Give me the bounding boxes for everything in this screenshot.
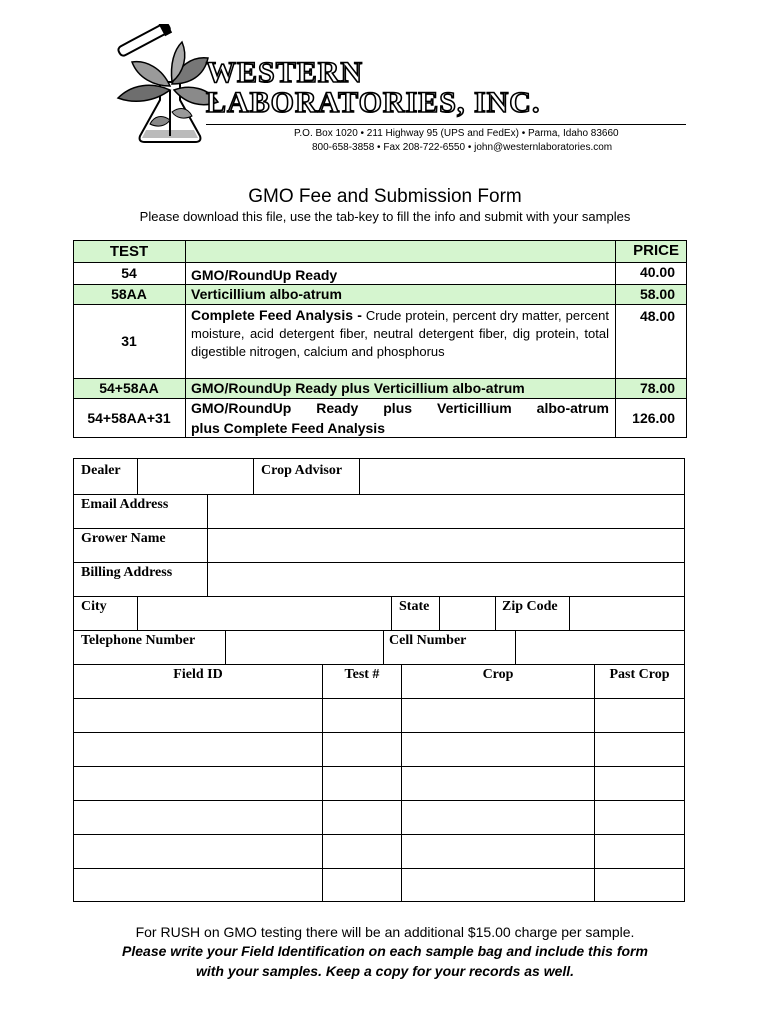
test-description — [185, 306, 615, 378]
test-description: GMO/RoundUp Ready plus Verticillium albo-atrum — [191, 380, 525, 396]
test-description-lead: Complete Feed Analysis - — [191, 307, 362, 323]
test-code: 31 — [121, 333, 137, 349]
billing-label: Billing Address — [81, 565, 173, 580]
submission-note-line1: Please write your Field Identification on each sample bag and include this form — [122, 943, 648, 959]
test-description — [185, 398, 615, 438]
grower-input[interactable] — [208, 529, 684, 562]
field-id-header: Field ID — [173, 667, 223, 682]
header-rule — [206, 124, 686, 125]
past-crop-input[interactable] — [595, 801, 684, 834]
field-id-input[interactable] — [74, 733, 322, 766]
telephone-label: Telephone Number — [81, 633, 196, 648]
test-description: GMO/RoundUp Ready — [191, 267, 338, 283]
test-price: 58.00 — [639, 286, 675, 302]
past-crop-input[interactable] — [595, 699, 684, 732]
field-id-input[interactable] — [74, 835, 322, 868]
submission-form — [73, 458, 685, 902]
crop-header: Crop — [482, 667, 514, 682]
test-price: 40.00 — [639, 264, 675, 280]
test-number-input[interactable] — [323, 801, 401, 834]
past-crop-input[interactable] — [595, 869, 684, 901]
contact-address: P.O. Box 1020 • 211 Highway 95 (UPS and FedEx) • Parma, Idaho 83660 — [294, 128, 619, 139]
test-description-detail: Crude protein, percent dry matter, percent moisture, acid detergent fiber, neutral detergent fiber, dig protein, total digestible nitrogen, calcium and phosphorus — [191, 308, 609, 359]
test-description: Verticillium albo-atrum — [191, 286, 342, 302]
billing-input[interactable] — [208, 563, 684, 596]
test-number-input[interactable] — [323, 835, 401, 868]
past-crop-input[interactable] — [595, 733, 684, 766]
crop-input[interactable] — [402, 801, 594, 834]
state-label: State — [399, 599, 430, 614]
dealer-label: Dealer — [81, 463, 121, 478]
test-code: 54+58AA — [99, 380, 159, 396]
contact-phone-email: 800-658-3858 • Fax 208-722-6550 • john@westernlaboratories.com — [312, 142, 613, 153]
city-input[interactable] — [138, 597, 391, 630]
col-header-test: TEST — [109, 242, 149, 260]
test-code: 58AA — [111, 286, 147, 302]
test-price: 126.00 — [632, 410, 675, 426]
page-title: GMO Fee and Submission Form — [248, 186, 522, 207]
crop-advisor-label: Crop Advisor — [261, 463, 343, 478]
test-price: 78.00 — [639, 380, 675, 396]
email-input[interactable] — [208, 495, 684, 528]
test-number-input[interactable] — [323, 869, 401, 901]
crop-advisor-input[interactable] — [360, 459, 684, 494]
past-crop-input[interactable] — [595, 835, 684, 868]
crop-input[interactable] — [402, 869, 594, 901]
crop-input[interactable] — [402, 767, 594, 800]
crop-input[interactable] — [402, 733, 594, 766]
field-id-input[interactable] — [74, 699, 322, 732]
zip-input[interactable] — [570, 597, 684, 630]
test-code: 54+58AA+31 — [87, 410, 171, 426]
field-id-input[interactable] — [74, 801, 322, 834]
crop-input[interactable] — [402, 699, 594, 732]
submission-note-line2: with your samples. Keep a copy for your records as well. — [195, 963, 575, 979]
cell-input[interactable] — [516, 631, 684, 664]
zip-label: Zip Code — [502, 599, 558, 614]
test-description-line1: GMO/RoundUp Ready plus Verticillium albo-atrum — [191, 400, 609, 416]
instructions-text: Please download this file, use the tab-key to fill the info and submit with your samples — [139, 209, 631, 224]
cell-label: Cell Number — [389, 633, 467, 648]
dealer-input[interactable] — [138, 459, 253, 494]
grower-label: Grower Name — [81, 531, 166, 546]
col-header-price: PRICE — [633, 242, 679, 259]
email-label: Email Address — [81, 497, 169, 512]
test-description-line2: plus Complete Feed Analysis — [191, 420, 385, 436]
price-table — [73, 240, 687, 438]
company-name-line2: LABORATORIES, INC. — [206, 86, 541, 119]
test-number-input[interactable] — [323, 699, 401, 732]
state-input[interactable] — [440, 597, 495, 630]
test-price: 48.00 — [639, 308, 675, 324]
company-name-line1: WESTERN — [206, 56, 364, 89]
test-code: 54 — [121, 265, 137, 281]
city-label: City — [81, 599, 107, 614]
past-crop-header: Past Crop — [609, 667, 670, 682]
test-number-input[interactable] — [323, 733, 401, 766]
crop-input[interactable] — [402, 835, 594, 868]
submission-note — [0, 941, 770, 981]
past-crop-input[interactable] — [595, 767, 684, 800]
field-id-input[interactable] — [74, 767, 322, 800]
test-number-header: Test # — [344, 667, 380, 682]
test-number-input[interactable] — [323, 767, 401, 800]
rush-charge-note: For RUSH on GMO testing there will be an additional $15.00 charge per sample. — [135, 924, 635, 940]
telephone-input[interactable] — [226, 631, 383, 664]
field-id-input[interactable] — [74, 869, 322, 901]
